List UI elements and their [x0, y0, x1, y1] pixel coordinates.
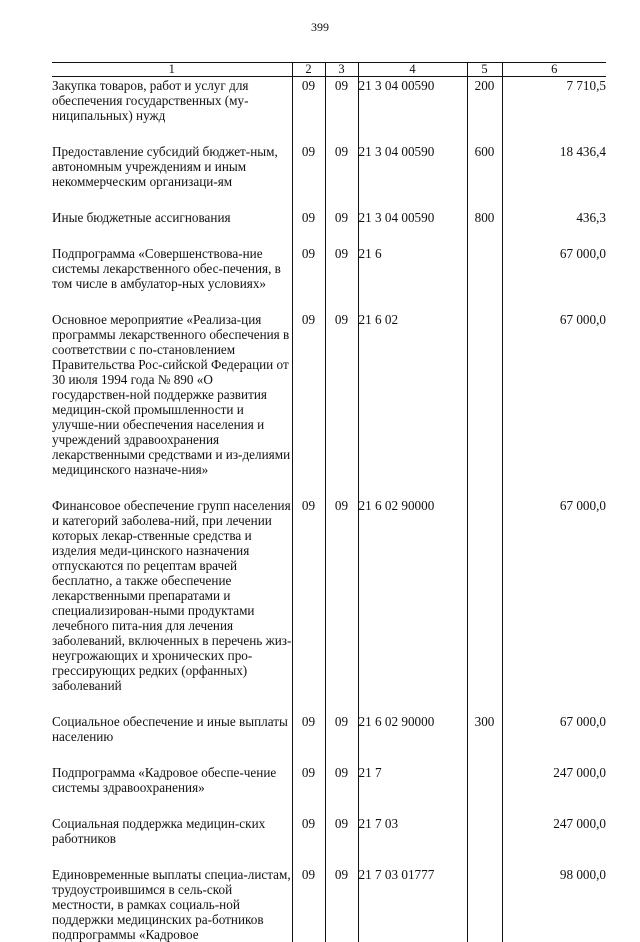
- header-col-3: 3: [325, 63, 358, 77]
- row-amount: 67 000,0: [502, 713, 606, 764]
- table-row: [52, 77, 606, 144]
- header-col-2: 2: [292, 63, 325, 77]
- row-target-code: 21 6 02 90000: [358, 497, 467, 713]
- row-subsection: 09: [325, 815, 358, 866]
- budget-table: [52, 62, 606, 942]
- row-subsection: 09: [325, 77, 358, 144]
- row-section: 09: [292, 311, 325, 497]
- row-section: 09: [292, 209, 325, 245]
- row-expense-type: [467, 815, 502, 866]
- row-name: Подпрограмма «Кадровое обеспе-чение системы здравоохранения»: [52, 765, 277, 795]
- row-target-code: 21 6: [358, 245, 467, 311]
- row-name: Единовременные выплаты специа-листам, трудоустроившимся в сель-ской местности, в рамках социаль-ной поддержки медицинских ра-ботников подпрограммы «Кадровое: [52, 867, 291, 942]
- row-amount: 67 000,0: [502, 245, 606, 311]
- row-name: Закупка товаров, работ и услуг для обеспечения государственных (му-ниципальных) нужд: [52, 78, 249, 123]
- row-expense-type: [467, 764, 502, 815]
- row-name: Социальное обеспечение и иные выплаты населению: [52, 714, 288, 744]
- row-subsection: 09: [325, 497, 358, 713]
- row-name: Иные бюджетные ассигнования: [52, 210, 231, 225]
- row-name: Подпрограмма «Совершенствова-ние системы лекарственного обес-печения, в том числе в амбулатор-ных условиях»: [52, 246, 281, 291]
- row-target-code: 21 7: [358, 764, 467, 815]
- row-section: 09: [292, 866, 325, 942]
- table-row: [52, 245, 606, 311]
- row-expense-type: 800: [467, 209, 502, 245]
- row-target-code: 21 7 03 01777: [358, 866, 467, 942]
- row-subsection: 09: [325, 209, 358, 245]
- header-col-4: 4: [358, 63, 467, 77]
- row-name: Финансовое обеспечение групп населения и категорий заболева-ний, при лечении которых лекар-ственные средства и изделия меди-цинского назначения отпускаются по рецептам врачей бесплатно, а также обеспечение лекарственными препаратами и специализирован-ными продуктами лечебного пита-ния для лечения заболеваний, включенных в перечень жиз-неугрожающих и хронических про-грессирующих редких (орфанных) заболеваний: [52, 498, 292, 693]
- row-target-code: 21 6 02: [358, 311, 467, 497]
- row-subsection: 09: [325, 143, 358, 209]
- row-expense-type: [467, 497, 502, 713]
- row-amount: 98 000,0: [502, 866, 606, 942]
- row-expense-type: 300: [467, 713, 502, 764]
- row-amount: 67 000,0: [502, 311, 606, 497]
- table-row: [52, 311, 606, 497]
- row-target-code: 21 7 03: [358, 815, 467, 866]
- row-target-code: 21 3 04 00590: [358, 143, 467, 209]
- header-row: [52, 63, 606, 77]
- table-row: [52, 209, 606, 245]
- row-name: Предоставление субсидий бюджет-ным, автономным учреждениям и иным некоммерческим организаци-ям: [52, 144, 278, 189]
- table-row: [52, 713, 606, 764]
- row-amount: 436,3: [502, 209, 606, 245]
- row-subsection: 09: [325, 764, 358, 815]
- row-section: 09: [292, 143, 325, 209]
- row-name: Социальная поддержка медицин-ских работников: [52, 816, 266, 846]
- row-section: 09: [292, 77, 325, 144]
- row-target-code: 21 3 04 00590: [358, 77, 467, 144]
- row-expense-type: [467, 311, 502, 497]
- row-section: 09: [292, 245, 325, 311]
- table-row: [52, 866, 606, 942]
- row-target-code: 21 6 02 90000: [358, 713, 467, 764]
- row-section: 09: [292, 497, 325, 713]
- row-amount: 18 436,4: [502, 143, 606, 209]
- header-col-5: 5: [467, 63, 502, 77]
- row-subsection: 09: [325, 245, 358, 311]
- row-expense-type: 600: [467, 143, 502, 209]
- row-subsection: 09: [325, 713, 358, 764]
- row-subsection: 09: [325, 866, 358, 942]
- table-row: [52, 143, 606, 209]
- row-section: 09: [292, 815, 325, 866]
- row-amount: 67 000,0: [502, 497, 606, 713]
- row-expense-type: [467, 866, 502, 942]
- row-amount: 247 000,0: [502, 764, 606, 815]
- row-subsection: 09: [325, 311, 358, 497]
- row-expense-type: 200: [467, 77, 502, 144]
- row-section: 09: [292, 713, 325, 764]
- header-col-1: 1: [52, 63, 292, 77]
- row-name: Основное мероприятие «Реализа-ция программы лекарственного обеспечения в соответствии с по-становлением Правительства Рос-сийской Федерации от 30 июля 1994 года № 890 «О государствен-ной поддержке развития медицин-ской промышленности и улучше-нии обеспечения населения и учреждений здравоохранения лекарственными средствами и из-делиями медицинского назначе-ния»: [52, 312, 291, 477]
- row-amount: 7 710,5: [502, 77, 606, 144]
- table-row: [52, 815, 606, 866]
- header-col-6: 6: [502, 63, 606, 77]
- table-row: [52, 764, 606, 815]
- row-target-code: 21 3 04 00590: [358, 209, 467, 245]
- page-number: 399: [311, 20, 329, 34]
- row-amount: 247 000,0: [502, 815, 606, 866]
- table-row: [52, 497, 606, 713]
- row-expense-type: [467, 245, 502, 311]
- row-section: 09: [292, 764, 325, 815]
